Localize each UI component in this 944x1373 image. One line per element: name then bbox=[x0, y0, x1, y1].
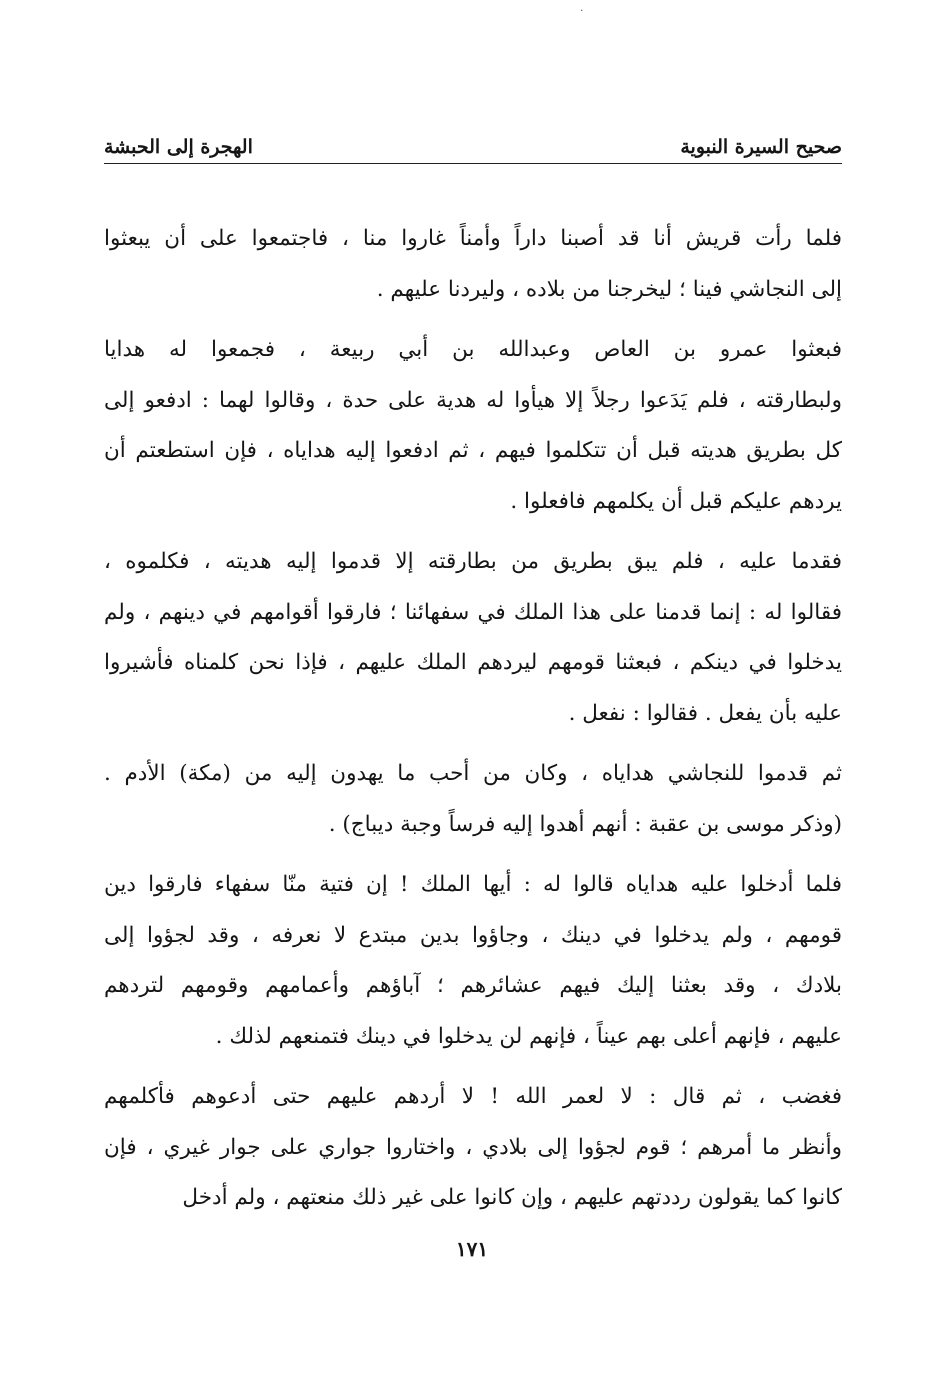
text-line: فلما رأت قريش أنا قد أصبنا داراً وأمناً غاروا منا ، فاجتمعوا على أن يبعثوا bbox=[104, 226, 842, 251]
text-line: يدخلوا في دينكم ، فبعثنا قومهم ليردهم الملك عليهم ، فإذا نحن كلمناه فأشيروا bbox=[104, 650, 842, 675]
text-line: قومهم ، ولم يدخلوا في دينك ، وجاؤوا بدين مبتدع لا نعرفه ، وقد لجؤوا إلى bbox=[104, 922, 842, 948]
header-rule bbox=[104, 163, 842, 164]
chapter-title: الهجرة إلى الحبشة bbox=[104, 136, 253, 158]
text-line: عليهم ، فإنهم أعلى بهم عيناً ، فإنهم لن يدخلوا في دينك فتمنعهم لذلك . bbox=[215, 1023, 842, 1049]
paragraph bbox=[104, 749, 842, 850]
text-line: (وذكر موسى بن عقبة : أنهم أهدوا إليه فرساً وجبة ديباج) . bbox=[328, 811, 842, 837]
paragraph bbox=[104, 537, 842, 739]
paragraph bbox=[104, 325, 842, 527]
text-line: فقالوا له : إنما قدمنا على هذا الملك في سفهائنا ؛ فارقوا أقوامهم في دينهم ، ولم bbox=[104, 599, 842, 625]
text-line: فلما أدخلوا عليه هداياه قالوا له : أيها الملك ! إن فتية منّا سفهاء فارقوا دين bbox=[104, 872, 842, 897]
text-line: كانوا كما يقولون رددتهم عليهم ، وإن كانوا على غير ذلك منعتهم ، ولم أدخل bbox=[182, 1185, 842, 1210]
text-line: ولبطارقته ، فلم يَدَعوا رجلاً إلا هيأوا له هدية على حدة ، وقالوا لهما : ادفعو إلى bbox=[104, 387, 842, 413]
text-line: كل بطريق هديته قبل أن تتكلموا فيهم ، ثم ادفعوا إليه هداياه ، فإن استطعتم أن bbox=[104, 438, 842, 463]
text-line: يردهم عليكم قبل أن يكلمهم فافعلوا . bbox=[510, 488, 842, 514]
text-line: فقدما عليه ، فلم يبق بطريق من بطارقته إلا قدموا إليه هديته ، فكلموه ، bbox=[104, 549, 842, 574]
text-line: بلادك ، وقد بعثنا إليك فيهم عشائرهم ؛ آباؤهم وأعمامهم وقومهم لتردهم bbox=[104, 973, 842, 998]
running-header bbox=[104, 128, 842, 158]
book-title: صحيح السيرة النبوية bbox=[680, 136, 842, 158]
paragraph bbox=[104, 214, 842, 315]
text-line: عليه بأن يفعل . فقالوا : نفعل . bbox=[568, 700, 842, 726]
paragraph bbox=[104, 860, 842, 1062]
text-line: فغضب ، ثم قال : لا لعمر الله ! لا أردهم عليهم حتى أدعوهم فأكلمهم bbox=[104, 1084, 842, 1109]
text-line: وأنظر ما أمرهم ؛ قوم لجؤوا إلى بلادي ، واختاروا جواري على جوار غيري ، فإن bbox=[104, 1134, 842, 1160]
text-line: فبعثوا عمرو بن العاص وعبدالله بن أبي ربيعة ، فجمعوا له هدايا bbox=[104, 337, 842, 362]
top-mark: · bbox=[580, 4, 584, 17]
text-line: إلى النجاشي فينا ؛ ليخرجنا من بلاده ، وليردنا عليهم . bbox=[376, 276, 842, 302]
text-line: ثم قدموا للنجاشي هداياه ، وكان من أحب ما يهدون إليه من (مكة) الأدم . bbox=[104, 761, 842, 786]
page-number: ١٧١ bbox=[455, 1237, 489, 1261]
paragraph bbox=[104, 1072, 842, 1224]
page-body bbox=[104, 214, 842, 1234]
